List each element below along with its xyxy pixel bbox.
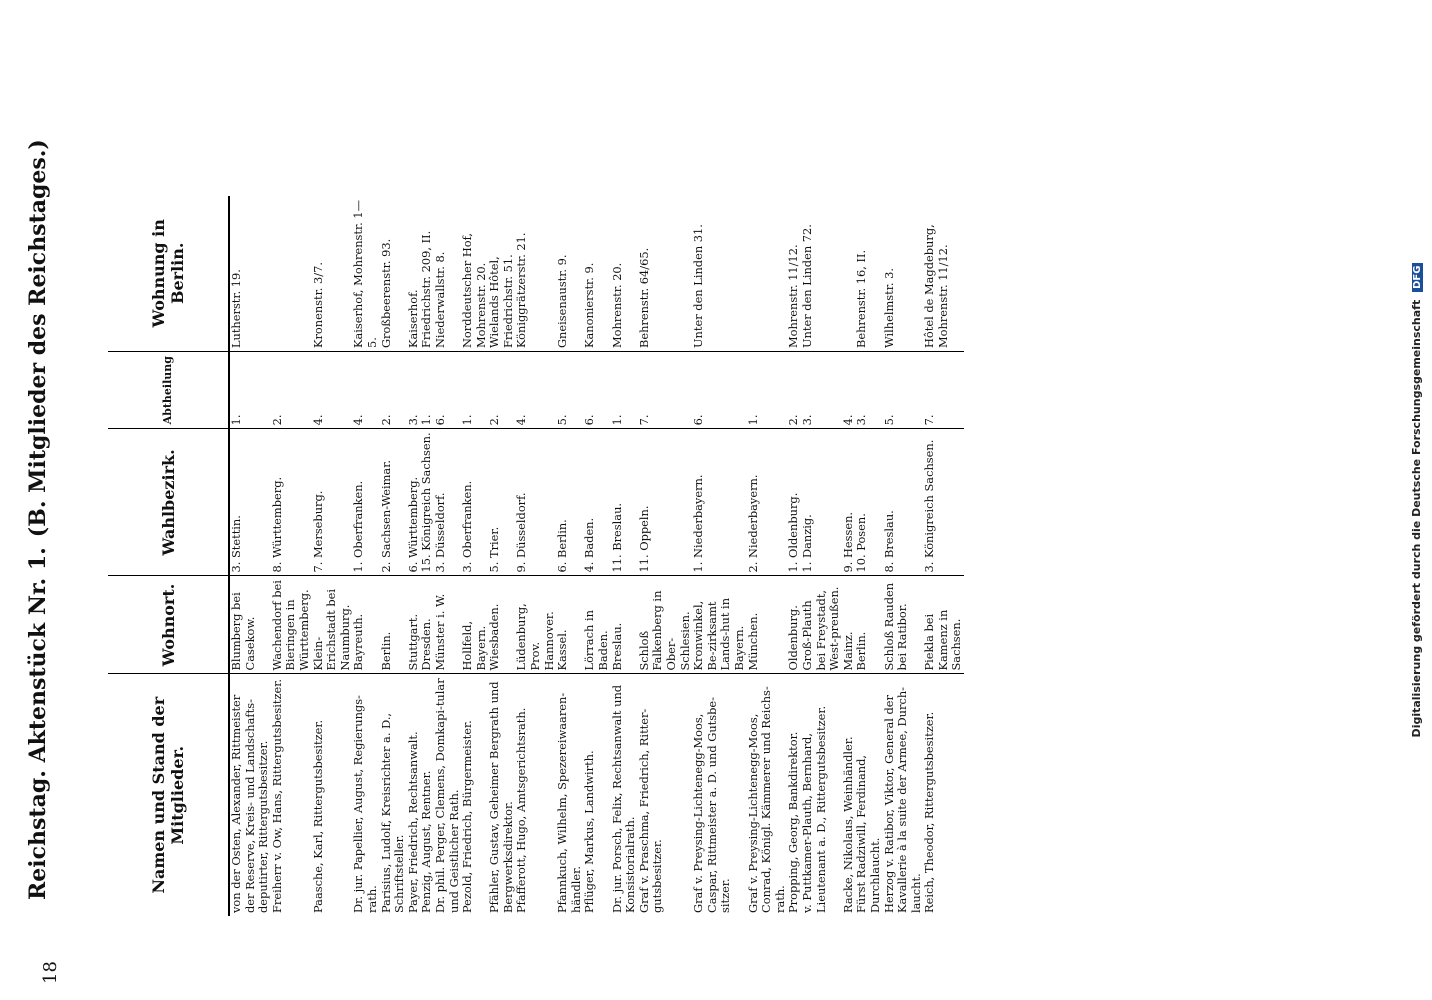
cell-bezirk: 2. Niederbayern. [747,429,788,576]
cell-name: Freiherr v. Ow, Hans, Rittergutsbesitzer. [269,678,284,913]
page-header [8,40,68,940]
cell-wohnung: Mohrenstr. 11/12. [787,196,801,352]
table-row [692,196,746,916]
header-wohnort: Wohnort. [108,576,229,674]
cell-bezirk: 3. Oberfranken. [461,429,488,576]
cell-name: Payer, Friedrich, Rechtsanwalt. [405,731,420,913]
cell-wohnort: München. [747,576,788,674]
cell-name: Fürst Radziwill, Ferdinand, Durchlaucht. [854,755,882,913]
cell-abt: 3. [855,352,882,429]
cell-bezirk: 11. Breslau. [611,429,638,576]
header-abtheilung: Abtheilung [108,352,229,429]
cell-name: Pfafferott, Hugo, Amtsgerichtsrath. [514,707,529,913]
table-row [312,196,353,916]
header-left: Reichstag. Aktenstück Nr. 1. [25,547,51,900]
table-row [420,196,434,916]
header-wohnung: Wohnung in Berlin. [108,196,229,352]
cell-wohnort: Berlin. [855,576,882,674]
table-row [352,196,379,916]
cell-abt: 1. [461,352,488,429]
cell-wohnung: Niederwallstr. 8. [434,196,461,352]
table-row [583,196,610,916]
cell-abt: 6. [434,352,461,429]
cell-abt: 4. [515,352,556,429]
cell-bezirk: 4. Baden. [583,429,610,576]
cell-name: Reich, Theodor, Rittergutsbesitzer. [922,711,937,913]
cell-wohnung: Behrenstr. 64/65. [638,196,692,352]
cell-bezirk: 15. Königreich Sachsen. [420,429,434,576]
cell-name: Dr. phil. Perger, Clemens, Domkapi-tular und Geistlicher Rath. [432,678,461,913]
cell-wohnung: Behrenstr. 16, II. [855,196,882,352]
cell-abt: 7. [638,352,692,429]
cell-wohnort: Lörrach in Baden. [583,576,610,674]
footer-text: Digitalisierung gefördert durch die Deutsche Forschungsgemeinschaft [1410,299,1423,738]
cell-abt: 3. [801,352,842,429]
cell-wohnort: Berlin. [380,576,407,674]
cell-bezirk: 1. Oberfranken. [352,429,379,576]
cell-wohnung [271,196,312,352]
cell-abt: 4. [312,352,353,429]
table-row [801,196,842,916]
cell-wohnort: Piekla bei Kamenz in Sachsen. [923,576,964,674]
cell-wohnung: Kronenstr. 3/7. [312,196,353,352]
cell-name: Parisius, Ludolf, Kreisrichter a. D., Schriftsteller. [378,712,407,913]
cell-bezirk: 1. Niederbayern. [692,429,746,576]
cell-wohnung: Wielands Hôtel, Friedrichstr. 51. [488,196,515,352]
cell-wohnort: Mainz. [842,576,856,674]
cell-abt: 2. [787,352,801,429]
cell-bezirk: 3. Königreich Sachsen. [923,429,964,576]
table-row [271,196,312,916]
cell-bezirk: 9. Hessen. [842,429,856,576]
cell-bezirk: 6. Württemberg. [407,429,421,576]
cell-wohnung: Friedrichstr. 209, II. [420,196,434,352]
cell-name: Penzig, August, Rentner. [419,770,434,913]
cell-wohnung: Kanonierstr. 9. [583,196,610,352]
cell-wohnort: Stuttgart. [407,576,421,674]
cell-wohnort: Oldenburg. [787,576,801,674]
cell-bezirk: 8. Württemberg. [271,429,312,576]
table-row [883,196,924,916]
cell-wohnung: Mohrenstr. 20. [611,196,638,352]
cell-name: Propping, Georg, Bankdirektor. [786,731,801,913]
cell-abt: 1. [420,352,434,429]
cell-wohnort: Lüdenburg, Prov. Hannover. [515,576,556,674]
cell-abt: 1. [229,352,271,429]
cell-bezirk: 3. Düsseldorf. [434,429,461,576]
table-row [923,196,964,916]
cell-wohnung: Lutherstr. 19. [229,196,271,352]
cell-abt: 5. [556,352,583,429]
cell-name: Pfähler, Gustav, Geheimer Bergrath und Bergwerksdirektor. [487,681,515,913]
cell-wohnung: Wilhelmstr. 3. [883,196,924,352]
cell-bezirk: 1. Oldenburg. [787,429,801,576]
cell-wohnort: Schloß Rauden bei Ratibor. [883,576,924,674]
cell-name: Dr. jur. Porsch, Felix, Rechtsanwalt und Konsistorialrath. [609,684,638,913]
page-number: 18 [40,961,61,984]
cell-name: v. Puttkamer-Plauth, Bernhard, Lieutenant a. D., Rittergutsbesitzer. [799,705,828,913]
cell-name: von der Osten, Alexander, Rittmeister der Reserve, Kreis- und Landschafts-deputirter, Rittergutsbesitzer. [229,694,271,913]
cell-bezirk: 10. Posen. [855,429,882,576]
cell-bezirk: 7. Merseburg. [312,429,353,576]
table-row [229,196,271,916]
cell-wohnort: Klein-Erichstadt bei Naumburg. [312,576,353,674]
table-row [434,196,461,916]
cell-bezirk: 3. Stettin. [229,429,271,576]
cell-name: Graf v. Preysing-Lichtenegg-Moos, Caspar, Rittmeister a. D. und Gutsbe-sitzer. [691,697,733,913]
cell-wohnung: Kaiserhof. [407,196,421,352]
cell-wohnort: Dresden. [420,576,434,674]
cell-name: Racke, Nikolaus, Weinhändler. [840,736,855,913]
cell-abt: 2. [380,352,407,429]
cell-abt: 3. [407,352,421,429]
cell-wohnung: Unter den Linden 72. [801,196,842,352]
footer-note [1410,0,1430,1000]
cell-wohnort: Hollfeld, Bayern. [461,576,488,674]
cell-abt: 6. [583,352,610,429]
cell-wohnort: Wachendorf bei Bieringen in Württemberg. [271,576,312,674]
cell-bezirk: 11. Oppeln. [638,429,692,576]
header-name: Namen und Stand der Mitglieder. [108,674,229,916]
cell-abt: 5. [883,352,924,429]
cell-wohnung: Unter den Linden 31. [692,196,746,352]
table-row [747,196,788,916]
cell-bezirk: 9. Düsseldorf. [515,429,556,576]
cell-abt: 1. [611,352,638,429]
cell-wohnung: Königgrätzerstr. 21. [515,196,556,352]
cell-bezirk: 6. Berlin. [556,429,583,576]
table-row [611,196,638,916]
cell-abt: 2. [271,352,312,429]
cell-wohnort: Wiesbaden. [488,576,515,674]
table-body [229,196,964,916]
cell-wohnung: Kaiserhof, Mohrenstr. 1—5. [352,196,379,352]
cell-wohnort: Münster i. W. [434,576,461,674]
cell-abt: 6. [692,352,746,429]
cell-name: Herzog v. Ratibor, Viktor, General der Kavallerie à la suite der Armee, Durch-laucht. [881,686,923,913]
table-row [461,196,488,916]
cell-wohnort: Groß-Plauth bei Freystadt, West-preußen. [801,576,842,674]
table-row [488,196,515,916]
cell-abt: 4. [352,352,379,429]
table-header-row [108,196,229,916]
table-row [515,196,556,916]
cell-wohnort: Kronwinkel, Be-zirksamt Lands-hut in Bayern. [692,576,746,674]
cell-name: Pfannkuch, Wilhelm, Spezereiwaaren-händler. [555,692,583,913]
cell-abt: 7. [923,352,964,429]
cell-name: Dr. jur. Papellier, August, Regierungs-rath. [351,695,379,913]
cell-wohnort: Bayreuth. [352,576,379,674]
table-row [638,196,692,916]
header-wahlbezirk: Wahlbezirk. [108,429,229,576]
cell-wohnort: Breslau. [611,576,638,674]
cell-name: Pezold, Friedrich, Bürgermeister. [460,720,475,913]
cell-wohnort: Blumberg bei Casekow. [229,576,271,674]
table-row [407,196,421,916]
table-row [787,196,801,916]
members-table [108,196,964,916]
cell-abt: 4. [842,352,856,429]
cell-name: Graf v. Praschma, Friedrich, Ritter-gutsbesitzer. [636,708,665,913]
table-row [380,196,407,916]
cell-wohnung: Norddeutscher Hof, Mohrenstr. 20. [461,196,488,352]
cell-name: Graf v. Preysing-Lichtenegg-Moos, Conrad, Königl. Kämmerer und Reichs-rath. [745,686,787,913]
cell-bezirk: 8. Breslau. [883,429,924,576]
cell-name: Pflüger, Markus, Landwirth. [582,750,597,913]
cell-bezirk: 1. Danzig. [801,429,842,576]
table-row [842,196,856,916]
cell-abt: 1. [747,352,788,429]
dfg-logo-badge: DFG [1412,263,1423,292]
cell-wohnort: Kassel. [556,576,583,674]
cell-bezirk: 2. Sachsen-Weimar. [380,429,407,576]
header-title: (B. Mitglieder des Reichstages.) [25,139,51,538]
cell-abt: 2. [488,352,515,429]
table-row [855,196,882,916]
cell-wohnung [842,196,856,352]
cell-wohnung: Gneisenaustr. 9. [556,196,583,352]
table-row [556,196,583,916]
cell-wohnort: Schloß Falkenberg in Ober-Schlesien. [638,576,692,674]
cell-name: Paasche, Karl, Rittergutsbesitzer. [310,719,325,913]
cell-wohnung: Hôtel de Magdeburg, Mohrenstr. 11/12. [923,196,964,352]
cell-wohnung [747,196,788,352]
cell-bezirk: 5. Trier. [488,429,515,576]
cell-wohnung: Großbeerenstr. 93. [380,196,407,352]
